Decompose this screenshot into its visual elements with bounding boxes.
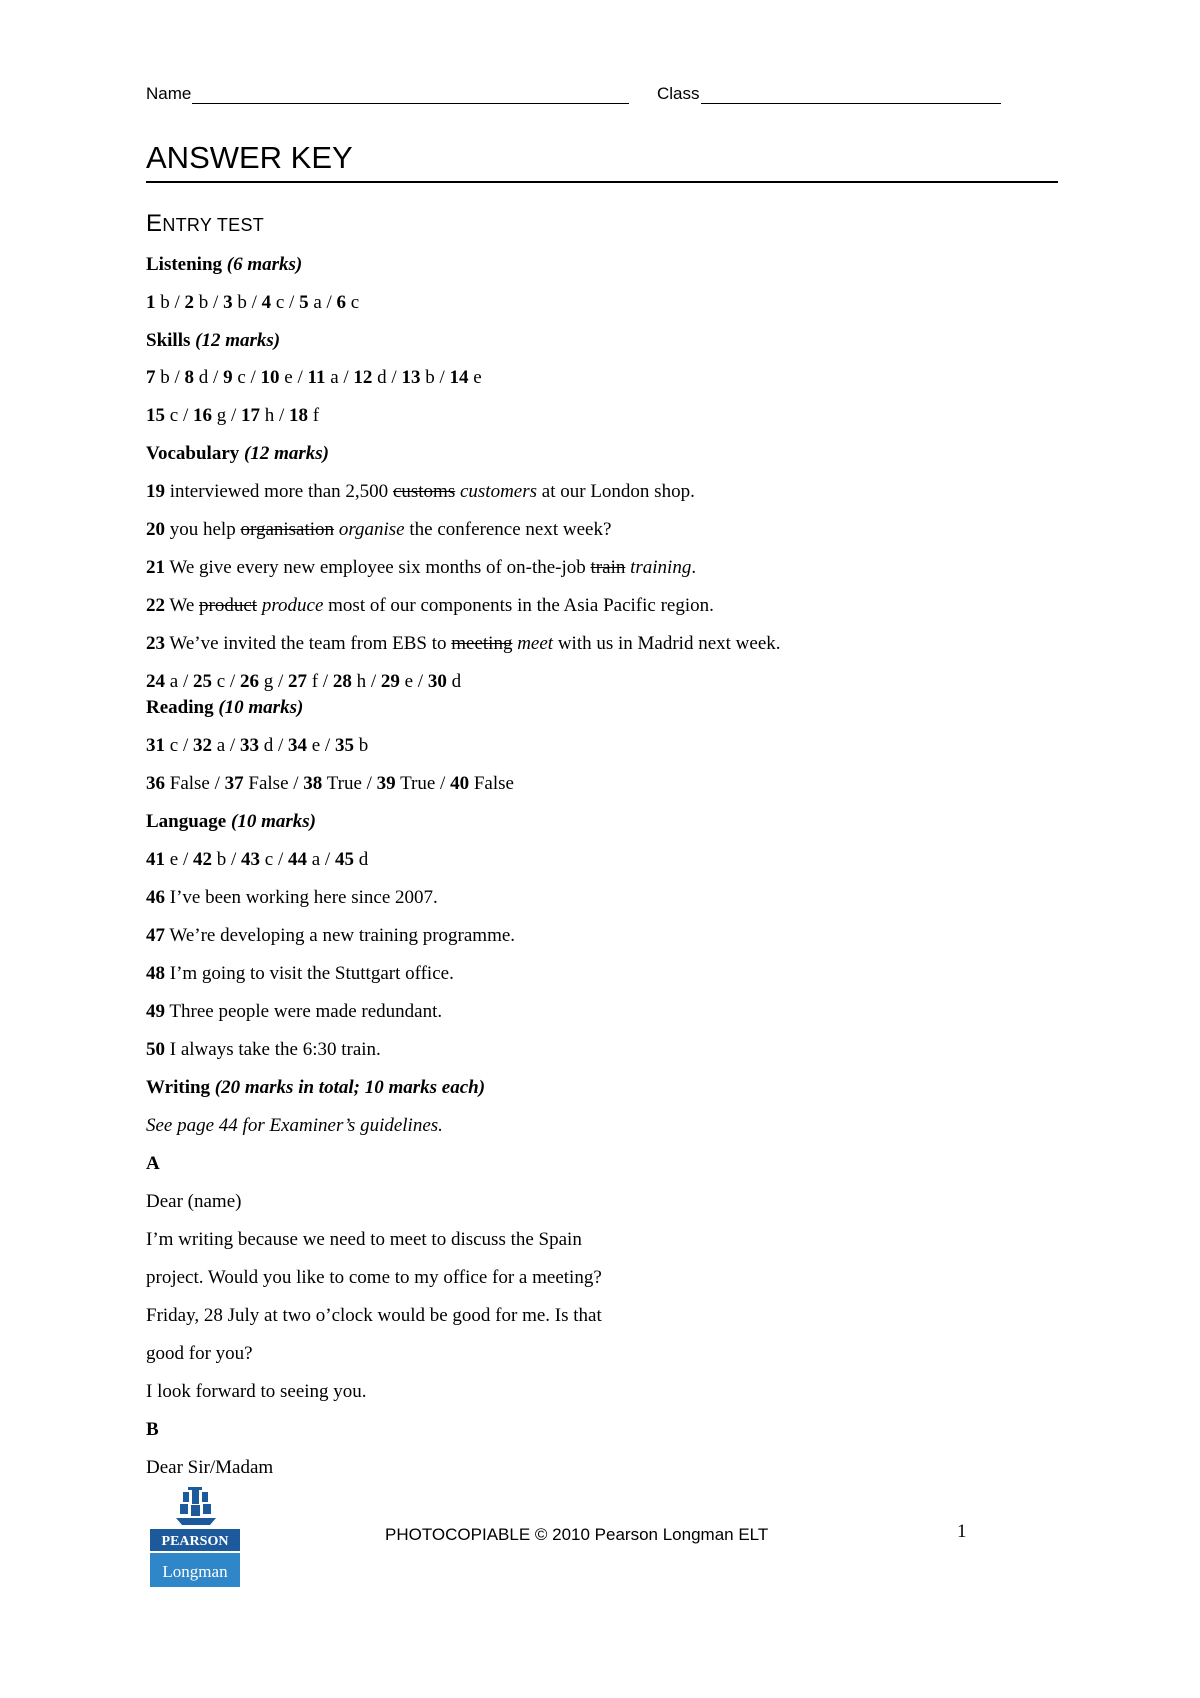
answer-number: 37 [224,773,244,794]
logo-top-text: PEARSON [161,1534,229,1549]
separator: / [318,671,333,692]
item-number: 21 [146,557,165,578]
listening-title: Listening [146,254,223,275]
vocabulary-marks: (12 marks) [244,443,329,464]
reading-title: Reading [146,697,214,718]
listening-heading [146,254,302,276]
page-number: 1 [957,1521,967,1542]
vocabulary-title: Vocabulary [146,443,240,464]
pearson-longman-logo [150,1487,240,1588]
crossed-out-word: train [590,557,626,578]
separator: / [320,849,335,870]
answer-number: 14 [449,367,469,388]
separator: / [246,292,262,313]
answer-value: b [211,849,227,870]
separator: / [226,849,241,870]
answer-value: g [258,671,274,692]
answer-number: 31 [146,735,165,756]
answer-number: 34 [287,735,307,756]
item-text: I’m going to visit the Stuttgart office. [169,963,454,984]
separator: / [178,671,193,692]
separator: / [208,292,224,313]
item-text: We give every new employee six months of on-the-job [169,557,586,578]
answer-value: g [211,405,227,426]
skills-heading [146,330,280,352]
writing-a-line: good for you? [146,1343,253,1364]
class-line[interactable] [701,85,1001,104]
correct-word: customers [459,481,538,502]
separator: / [273,671,288,692]
separator: / [178,405,193,426]
page-title: ANSWER KEY [146,140,353,175]
writing-heading [146,1077,485,1099]
writing-a-line: Dear (name) [146,1191,242,1212]
section-title-initial: E [146,210,163,237]
answer-value: d [194,367,209,388]
answer-number: 12 [353,367,373,388]
answer-value: h [351,671,367,692]
answer-number: 36 [146,773,165,794]
answer-number: 13 [401,367,421,388]
separator: / [178,849,193,870]
item-text-end: . [691,557,697,578]
writing-a-line: Friday, 28 July at two o’clock would be good for me. Is that [146,1305,602,1326]
answer-value: b [420,367,435,388]
answer-value: c [346,292,360,313]
item-text: We’re developing a new training programme. [169,925,516,946]
answer-value: c [165,735,179,756]
separator: / [273,735,288,756]
writing-b-line: Dear Sir/Madam [146,1457,274,1478]
item-text: interviewed more than 2,500 [169,481,389,502]
ship-icon [176,1487,216,1525]
answer-number: 26 [239,671,259,692]
separator: / [178,735,193,756]
correct-word: training [630,557,692,578]
answer-number: 17 [241,405,260,426]
answer-value: b [194,292,209,313]
listening-answers [146,292,359,314]
answer-number: 8 [184,367,195,388]
answer-value: a [308,292,322,313]
section-title-rest: NTRY TEST [162,215,265,235]
language-sentence [146,925,515,947]
logo-bottom-text: Longman [162,1562,228,1581]
section-title [146,210,264,238]
writing-marks: (20 marks in total; 10 marks each) [214,1077,486,1098]
writing-a-line: I look forward to seeing you. [146,1381,367,1402]
separator: / [434,367,450,388]
answer-number: 4 [261,292,272,313]
answer-value: e [165,849,179,870]
language-sentence [146,963,454,985]
item-text-end: the conference next week? [409,519,612,540]
correct-word: meet [517,633,554,654]
writing-label-a: A [146,1153,160,1174]
vocabulary-item [146,633,781,655]
answer-value: a [211,735,226,756]
answer-number: 27 [287,671,307,692]
correct-word: organise [338,519,405,540]
answer-number: 39 [376,773,396,794]
separator: / [288,773,304,794]
vocabulary-item [146,595,714,617]
language-sentence [146,1039,381,1061]
item-number: 47 [146,925,165,946]
language-marks: (10 marks) [231,811,316,832]
answer-number: 35 [334,735,354,756]
skills-marks: (12 marks) [195,330,281,351]
answer-value: b [232,292,247,313]
separator: / [209,773,225,794]
answer-number: 1 [146,292,156,313]
vocabulary-item [146,519,611,541]
crossed-out-word: product [199,595,258,616]
answer-value: e [306,735,321,756]
answer-value: d [258,735,274,756]
item-text-end: most of our components in the Asia Pacific region. [328,595,714,616]
item-text: I always take the 6:30 train. [169,1039,381,1060]
separator: / [273,849,288,870]
answer-number: 41 [146,849,165,870]
item-number: 46 [146,887,165,908]
listening-marks: (6 marks) [226,254,303,275]
skills-answers-line-1 [146,367,482,389]
answer-value: d [372,367,387,388]
answer-number: 16 [192,405,212,426]
item-number: 48 [146,963,165,984]
reading-marks: (10 marks) [218,697,304,718]
separator: / [169,292,185,313]
answer-number: 6 [336,292,347,313]
answer-number: 45 [334,849,354,870]
answer-value: d [446,671,462,692]
answer-value: c [271,292,285,313]
answer-value: h [260,405,275,426]
item-number: 23 [146,633,165,654]
answer-number: 38 [303,773,323,794]
item-number: 22 [146,595,165,616]
writing-title: Writing [146,1077,211,1098]
language-title: Language [146,811,227,832]
item-text: you help [169,519,236,540]
separator: / [386,367,402,388]
class-field[interactable] [657,84,1001,104]
answer-number: 44 [287,849,307,870]
item-text-end: at our London shop. [541,481,695,502]
answer-number: 18 [289,405,309,426]
answer-number: 42 [192,849,212,870]
reading-heading [146,697,303,719]
answer-number: 40 [450,773,470,794]
separator: / [245,367,261,388]
answer-value: a [306,849,321,870]
answer-value: b [155,367,170,388]
title-rule [146,181,1058,183]
answer-value: False [165,773,210,794]
item-text: We’ve invited the team from EBS to [169,633,447,654]
language-answers-line-1 [146,849,368,871]
answer-number: 11 [307,367,326,388]
answer-value: c [232,367,246,388]
language-sentence [146,1001,442,1023]
answer-value: b [155,292,170,313]
answer-value: f [306,671,319,692]
answer-number: 7 [146,367,156,388]
writing-a-line: project. Would you like to come to my office for a meeting? [146,1267,602,1288]
name-field[interactable] [146,84,629,104]
answer-value: a [325,367,339,388]
separator: / [435,773,451,794]
answer-number: 30 [427,671,447,692]
reading-answers-line-1 [146,735,368,757]
answer-value: True [395,773,436,794]
answer-number: 3 [223,292,233,313]
answer-value: True [322,773,362,794]
answer-value: c [165,405,179,426]
separator: / [361,773,377,794]
answer-number: 43 [241,849,260,870]
crossed-out-word: customs [392,481,456,502]
answer-value: d [353,849,369,870]
separator: / [292,367,308,388]
language-heading [146,811,316,833]
separator: / [274,405,290,426]
answer-number: 32 [192,735,212,756]
separator: / [208,367,224,388]
vocabulary-matching-answers [146,671,461,693]
separator: / [284,292,300,313]
footer-copyright: PHOTOCOPIABLE © 2010 Pearson Longman ELT [385,1525,769,1544]
answer-number: 29 [380,671,400,692]
item-text: Three people were made redundant. [169,1001,443,1022]
answer-number: 28 [332,671,352,692]
answer-number: 5 [299,292,309,313]
answer-number: 15 [146,405,165,426]
item-number: 19 [146,481,165,502]
separator: / [338,367,354,388]
item-number: 49 [146,1001,165,1022]
vocabulary-item [146,481,695,503]
answer-value: c [260,849,274,870]
item-number: 50 [146,1039,165,1060]
answer-value: e [399,671,414,692]
name-label: Name [146,84,192,103]
separator: / [321,292,337,313]
separator: / [225,671,240,692]
answer-number: 25 [192,671,212,692]
answer-value: e [468,367,482,388]
answer-value: False [243,773,289,794]
correct-word: produce [261,595,324,616]
writing-label-b: B [146,1419,159,1440]
crossed-out-word: meeting [451,633,513,654]
separator: / [413,671,428,692]
answer-value: a [165,671,179,692]
item-text: We [169,595,195,616]
answer-number: 9 [223,367,233,388]
skills-answers-line-2 [146,405,319,427]
class-label: Class [657,84,700,103]
separator: / [366,671,381,692]
separator: / [225,735,240,756]
separator: / [169,367,185,388]
answer-number: 2 [184,292,195,313]
reading-answers-line-2 [146,773,514,795]
answer-number: 24 [146,671,165,692]
writing-note: See page 44 for Examiner’s guidelines. [146,1115,443,1136]
crossed-out-word: organisation [240,519,335,540]
answer-value: f [308,405,320,426]
separator: / [226,405,241,426]
separator: / [320,735,335,756]
answer-number: 33 [239,735,259,756]
skills-title: Skills [146,330,191,351]
name-line[interactable] [192,85,629,104]
vocabulary-item [146,557,696,579]
answer-value: e [279,367,293,388]
answer-value: c [211,671,226,692]
answer-value: b [353,735,369,756]
item-number: 20 [146,519,165,540]
item-text: I’ve been working here since 2007. [169,887,438,908]
answer-value: False [469,773,514,794]
vocabulary-heading [146,443,329,465]
writing-a-line: I’m writing because we need to meet to discuss the Spain [146,1229,582,1250]
answer-number: 10 [260,367,280,388]
item-text-end: with us in Madrid next week. [557,633,781,654]
language-sentence [146,887,438,909]
